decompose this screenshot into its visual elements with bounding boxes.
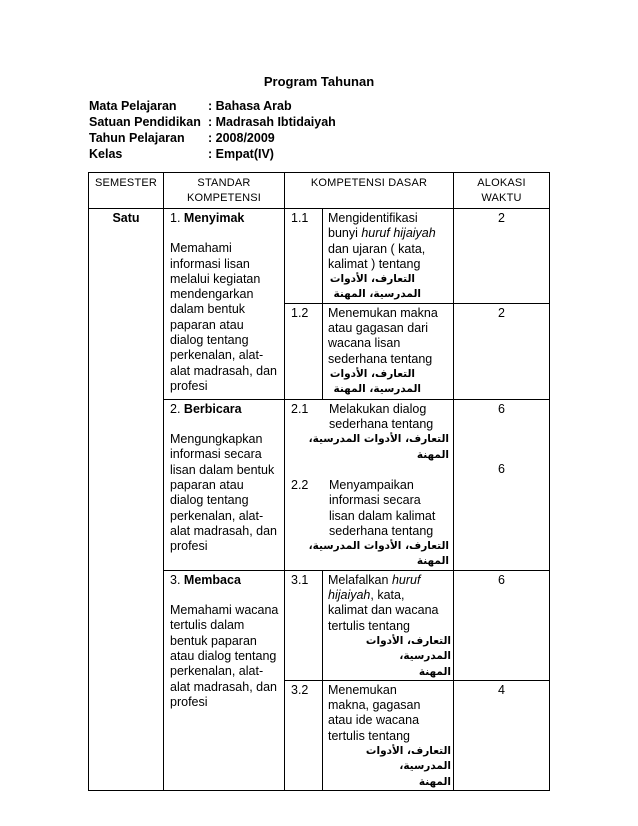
kd-description: Menemukan makna, gagasan atau ide wacana tertulis tentang التعارف، الأدوات المدرسية، المهنة (323, 680, 454, 790)
alokasi-cell: 2 (454, 303, 550, 399)
semester-cell: Satu (89, 209, 164, 791)
header-alokasi: ALOKASI WAKTU (454, 173, 550, 209)
kd-cell-2: 2.1 Melakukan dialog sederhana tentang التعارف، الأدوات المدرسية، المهنة 2.2 Menyampaikan informasi secara lisan dalam kalimat sederhana tentang التعارف، الأدوات المدرسية، المهنة (285, 399, 454, 570)
meta-value: : Bahasa Arab (208, 99, 292, 113)
standar-cell-2: 2. Berbicara Mengungkapkan informasi secara lisan dalam bentuk paparan atau dialog tentang perkenalan, alat- alat madrasah, dan profesi (164, 399, 285, 570)
kd-number: 2.1 (291, 401, 309, 416)
alokasi-cell: 2 (454, 209, 550, 304)
meta-row-class (89, 146, 336, 162)
kd-description: Menemukan makna atau gagasan dari wacana lisan sederhana tentang التعارف، الأدوات المدرسية، المهنة (323, 303, 454, 399)
meta-label: Satuan Pendidikan (89, 115, 201, 129)
document-meta (89, 98, 336, 162)
kd-number: 1.2 (285, 303, 323, 399)
meta-label: Mata Pelajaran (89, 99, 177, 113)
page-title: Program Tahunan (263, 74, 375, 89)
meta-value: : Madrasah Ibtidaiyah (208, 115, 336, 129)
alokasi-cell: 6 6 (454, 399, 550, 570)
header-semester: SEMESTER (89, 173, 164, 209)
alokasi-cell: 6 (454, 570, 550, 680)
kd-number: 2.2 (291, 477, 309, 492)
header-standar: STANDAR KOMPETENSI (164, 173, 285, 209)
standar-cell-3: 3. Membaca Memahami wacana tertulis dalam bentuk paparan atau dialog tentang perkenalan, alat- alat madrasah, dan profesi (164, 570, 285, 790)
alokasi-cell: 4 (454, 680, 550, 790)
kd-description: Mengidentifikasi bunyi huruf hijaiyah dan ujaran ( kata, kalimat ) tentang التعارف، الأدوات المدرسية، المهنة (323, 209, 454, 304)
meta-row-unit (89, 114, 336, 130)
kd-description: Melafalkan huruf hijaiyah, kata, kalimat dan wacana tertulis tentang التعارف، الأدوات المدرسية، المهنة (323, 570, 454, 680)
meta-row-year (89, 130, 336, 146)
program-table (88, 172, 550, 791)
standar-cell-1: 1. Menyimak Memahami informasi lisan melalui kegiatan mendengarkan dalam bentuk paparan atau dialog tentang perkenalan, alat- alat madrasah, dan profesi (164, 209, 285, 400)
header-kd: KOMPETENSI DASAR (285, 173, 454, 209)
meta-label: Tahun Pelajaran (89, 131, 185, 145)
kd-number: 1.1 (285, 209, 323, 304)
meta-value: : 2008/2009 (208, 131, 275, 145)
meta-row-subject (89, 98, 336, 114)
table-row (89, 209, 550, 304)
kd-number: 3.1 (285, 570, 323, 680)
meta-label: Kelas (89, 147, 123, 161)
meta-value: : Empat(IV) (208, 147, 274, 161)
kd-number: 3.2 (285, 680, 323, 790)
table-header-row (89, 173, 550, 209)
